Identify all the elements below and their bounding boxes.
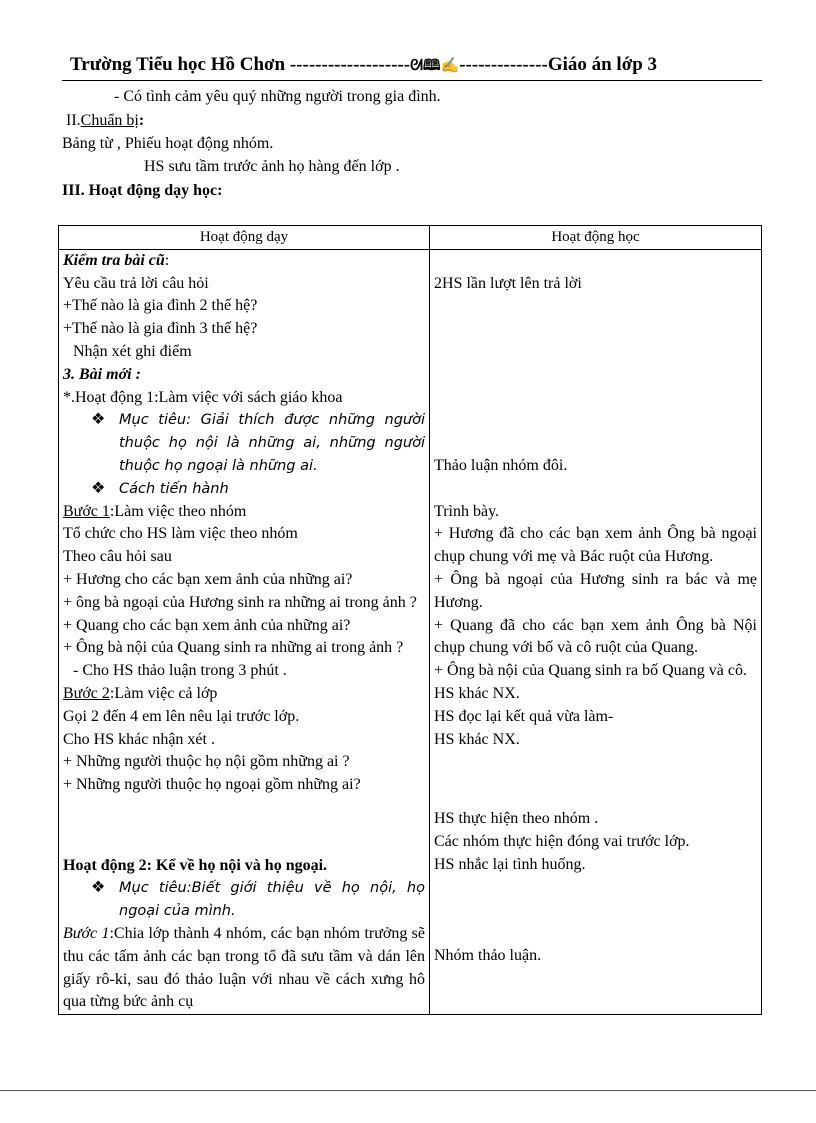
- new-lesson-heading: 3. Bài mới :: [63, 365, 141, 383]
- learning-line: HS nhắc lại tình huống.: [434, 855, 586, 873]
- learning-line: + Ông bà ngoại của Hương sinh ra bác và mẹ Hương.: [434, 570, 757, 611]
- teaching-line: + Những người thuộc họ ngoại gồm những ai?: [63, 776, 361, 794]
- learning-line: + Quang đã cho các bạn xem ảnh Ông bà Nội chụp chung với bố và cô ruột của Quang.: [434, 616, 757, 657]
- learning-line: Thảo luận nhóm đôi.: [434, 456, 568, 474]
- step-1-label: Bước 1: [63, 502, 110, 520]
- goal-line: - Có tình cảm yêu quý những người trong gia đình.: [114, 88, 441, 105]
- objective-1-text: Mục tiêu: Giải thích được những người thuộc họ nội là những ai, những người thuộc họ ngoại là những ai.: [119, 412, 425, 474]
- teaching-line: + Hương cho các bạn xem ảnh của những ai?: [63, 570, 353, 588]
- teaching-line: - Cho HS thảo luận trong 3 phút .: [73, 662, 287, 680]
- learning-line: HS thực hiện theo nhóm .: [434, 810, 599, 828]
- step-1b-label: Bước 1: [63, 924, 110, 942]
- learning-line: Trình bày.: [434, 502, 500, 520]
- teaching-line: + Những người thuộc họ nội gồm những ai ?: [63, 753, 350, 771]
- procedure-text: Cách tiến hành: [119, 480, 229, 497]
- teaching-line: Theo câu hỏi sau: [63, 548, 172, 566]
- step-2-text: :Làm việc cả lớp: [109, 684, 218, 702]
- old-lesson-check-heading: Kiểm tra bài cũ: [63, 251, 165, 269]
- teaching-line: +Thế nào là gia đình 3 thế hệ?: [63, 320, 258, 338]
- activity-2-heading: Hoạt động 2: Kể về họ nội và họ ngoại.: [63, 856, 328, 874]
- teaching-line: Cho HS khác nhận xét .: [63, 730, 215, 748]
- table-row: [59, 249, 762, 1014]
- page-header: [70, 54, 760, 80]
- teaching-line: +Thế nào là gia đình 2 thế hệ?: [63, 297, 258, 315]
- book-ornament-icon: ᘛ🕮✍: [410, 58, 460, 74]
- learning-line: Các nhóm thực hiện đóng vai trước lớp.: [434, 832, 690, 850]
- teaching-line: + ông bà ngoại của Hương sinh ra những ai trong ảnh ?: [63, 593, 417, 611]
- colon: :: [164, 251, 170, 269]
- step-2-label: Bước 2: [63, 684, 110, 702]
- learning-line: HS đọc lại kết quả vừa làm-: [434, 707, 614, 725]
- teaching-line: Tổ chức cho HS làm việc theo nhóm: [63, 525, 298, 543]
- learning-cell: [430, 249, 762, 1014]
- page-footer-rule: [0, 1090, 816, 1091]
- section-2-colon: :: [138, 112, 145, 129]
- section-2-number: II.: [66, 112, 81, 129]
- materials-line-1: Bảng từ , Phiếu hoạt động nhóm.: [62, 135, 274, 152]
- objective-2-text: Mục tiêu:Biết giới thiệu về họ nội, họ ngoại của mình.: [119, 880, 425, 920]
- header-dashes-left: -------------------: [289, 54, 411, 75]
- header-rule: [62, 80, 762, 81]
- section-2-title: Chuẩn bị: [80, 112, 139, 129]
- learning-line: HS khác NX.: [434, 684, 520, 702]
- section-3-heading: III. Hoạt động dạy học:: [62, 182, 223, 199]
- teaching-line: Nhận xét ghi điểm: [73, 342, 192, 360]
- header-dashes-right: --------------: [459, 54, 548, 75]
- activity-1-heading: *.Hoạt động 1:Làm việc với sách giáo khoa: [63, 388, 343, 406]
- column-header-teaching: Hoạt động dạy: [59, 226, 430, 250]
- diamond-bullet-icon: ❖: [91, 479, 106, 497]
- step-1b-text: :Chia lớp thành 4 nhóm, các bạn nhóm trưởng sẽ thu các tấm ảnh các bạn trong tổ đã sưu tầm và dán lên giấy rô-ki, sau đó thảo luận với nhau về cách xưng hô qua từng bức ảnh cụ: [63, 924, 425, 1011]
- learning-line: HS khác NX.: [434, 730, 520, 748]
- activity-table: [58, 225, 762, 1015]
- learning-line: 2HS lần lượt lên trả lời: [434, 274, 582, 292]
- class-label: Giáo án lớp 3: [547, 54, 658, 75]
- section-2-heading: [66, 112, 144, 130]
- teaching-line: + Ông bà nội của Quang sinh ra những ai trong ảnh ?: [63, 639, 404, 657]
- learning-line: Nhóm thảo luận.: [434, 946, 542, 964]
- objective-2: [63, 877, 425, 923]
- diamond-bullet-icon: ❖: [91, 411, 106, 429]
- diamond-bullet-icon: ❖: [91, 879, 106, 897]
- column-header-learning: Hoạt động học: [430, 226, 762, 250]
- procedure-label: [63, 478, 425, 501]
- teaching-cell: [59, 249, 430, 1014]
- step-1-text: :Làm việc theo nhóm: [109, 502, 247, 520]
- materials-line-2: HS sưu tầm trước ảnh họ hàng đến lớp .: [144, 158, 400, 175]
- learning-line: + Hương đã cho các bạn xem ảnh Ông bà ngoại chụp chung với mẹ và Bác ruột của Hương.: [434, 525, 757, 566]
- objective-1: [63, 409, 425, 477]
- table-header-row: [59, 226, 762, 250]
- teaching-line: Gọi 2 đến 4 em lên nêu lại trước lớp.: [63, 707, 300, 725]
- teaching-line: + Quang cho các bạn xem ảnh của những ai?: [63, 616, 351, 634]
- teaching-line: Yêu cầu trả lời câu hỏi: [63, 274, 209, 292]
- school-name: Trường Tiểu học Hồ Chơn: [70, 54, 286, 75]
- learning-line: + Ông bà nội của Quang sinh ra bố Quang và cô.: [434, 662, 747, 680]
